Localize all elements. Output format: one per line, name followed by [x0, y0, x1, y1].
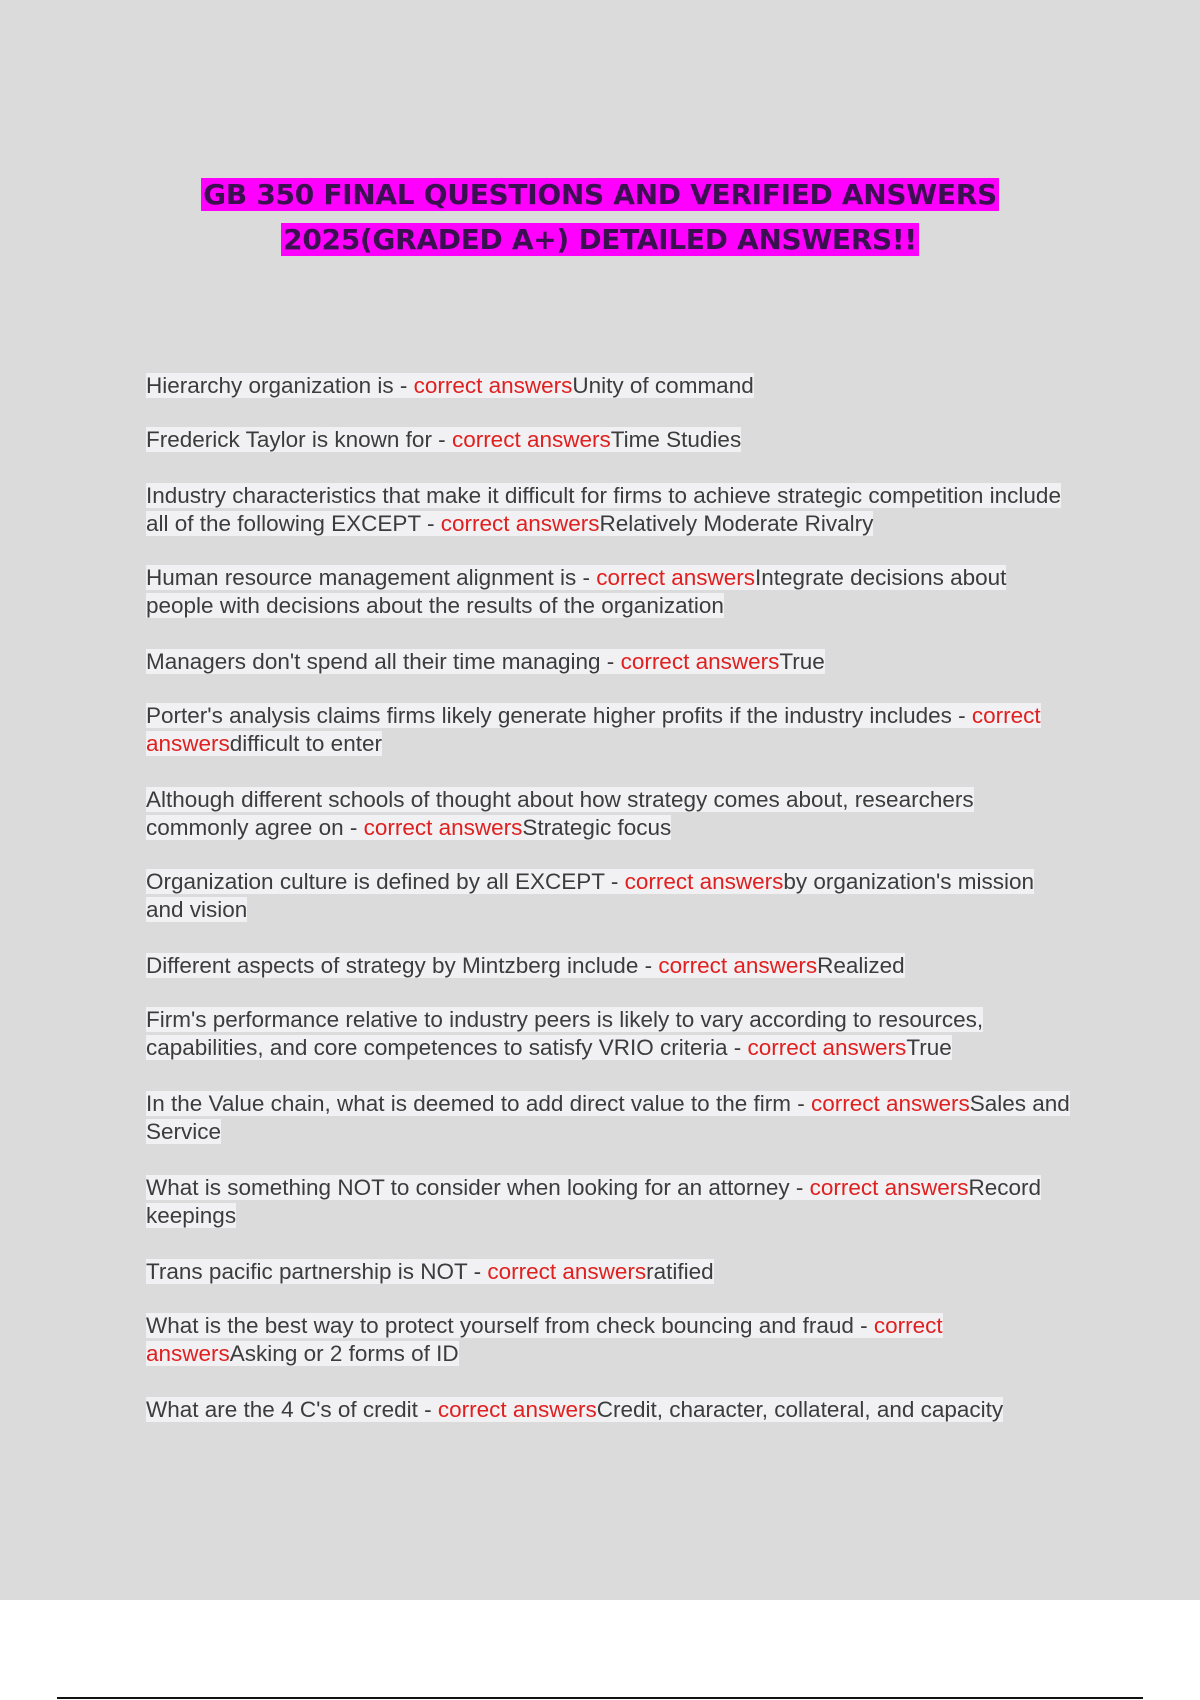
answer-text: Asking or 2 forms of ID [229, 1341, 459, 1366]
question-text: Although different schools of thought about how strategy comes about, researchers commonly agree on - [146, 787, 974, 840]
answer-label: correct answers [487, 1259, 647, 1284]
answer-label: correct answers [658, 953, 818, 978]
footer-rule [57, 1697, 1143, 1699]
question-text: Frederick Taylor is known for - [146, 427, 452, 452]
answer-text: Unity of command [572, 373, 754, 398]
answer-label: correct answers [437, 1397, 597, 1422]
qa-item [146, 1006, 1076, 1062]
question-text: What are the 4 C's of credit - [146, 1397, 438, 1422]
answer-text: Time Studies [610, 427, 742, 452]
answer-text: ratified [646, 1259, 714, 1284]
title-line-2: 2025(GRADED A+) DETAILED ANSWERS!! [283, 223, 917, 256]
question-text: What is something NOT to consider when looking for an attorney - [146, 1175, 810, 1200]
question-text: Different aspects of strategy by Mintzberg include - [146, 953, 659, 978]
question-text: Industry characteristics that make it difficult for firms to achieve strategic competition include all of the following EXCEPT - [146, 483, 1061, 536]
answer-text: Realized [817, 953, 905, 978]
question-text: What is the best way to protect yourself from check bouncing and fraud - [146, 1313, 874, 1338]
qa-item [146, 1312, 1076, 1368]
qa-item [146, 564, 1076, 620]
question-text: Managers don't spend all their time managing - [146, 649, 621, 674]
answer-label: correct answers [620, 649, 780, 674]
qa-item [146, 1258, 1076, 1286]
answer-text: Sales and Service [146, 1091, 1070, 1144]
qa-list [146, 372, 1076, 1424]
answer-label: correct answers [747, 1035, 907, 1060]
qa-item [146, 1396, 1076, 1424]
document-title [0, 172, 1200, 262]
answer-label: correct answers [809, 1175, 969, 1200]
answer-label: correct answers [810, 1091, 970, 1116]
answer-label: correct answers [451, 427, 611, 452]
answer-label: correct answers [413, 373, 573, 398]
question-text: Firm's performance relative to industry peers is likely to vary according to resources, capabilities, and core competences to satisfy VRIO criteria - [146, 1007, 984, 1060]
answer-text: Credit, character, collateral, and capacity [596, 1397, 1004, 1422]
qa-item [146, 1090, 1076, 1146]
qa-item [146, 372, 1076, 400]
qa-item [146, 482, 1076, 538]
title-line-1: GB 350 FINAL QUESTIONS AND VERIFIED ANSWERS [203, 178, 997, 211]
answer-label: correct answers [363, 815, 523, 840]
answer-label: correct answers [624, 869, 784, 894]
question-text: Organization culture is defined by all EXCEPT - [146, 869, 625, 894]
answer-text: True [906, 1035, 952, 1060]
qa-item [146, 648, 1076, 676]
answer-label: correct answers [596, 565, 756, 590]
qa-item [146, 426, 1076, 454]
answer-text: True [779, 649, 825, 674]
qa-item [146, 868, 1076, 924]
answer-text: by organization's mission and vision [146, 869, 1035, 922]
answer-label: correct answers [146, 1313, 943, 1366]
answer-label: correct answers [146, 703, 1041, 756]
qa-item [146, 1174, 1076, 1230]
answer-text: Relatively Moderate Rivalry [599, 511, 874, 536]
answer-text: Record keepings [146, 1175, 1041, 1228]
qa-item [146, 786, 1076, 842]
answer-text: difficult to enter [229, 731, 382, 756]
question-text: In the Value chain, what is deemed to add direct value to the firm - [146, 1091, 811, 1116]
question-text: Trans pacific partnership is NOT - [146, 1259, 488, 1284]
question-text: Human resource management alignment is - [146, 565, 597, 590]
answer-label: correct answers [440, 511, 600, 536]
qa-item [146, 952, 1076, 980]
answer-text: Strategic focus [522, 815, 672, 840]
answer-text: Integrate decisions about people with decisions about the results of the organization [146, 565, 1007, 618]
question-text: Porter's analysis claims firms likely generate higher profits if the industry includes - [146, 703, 972, 728]
question-text: Hierarchy organization is - [146, 373, 414, 398]
qa-item [146, 702, 1076, 758]
